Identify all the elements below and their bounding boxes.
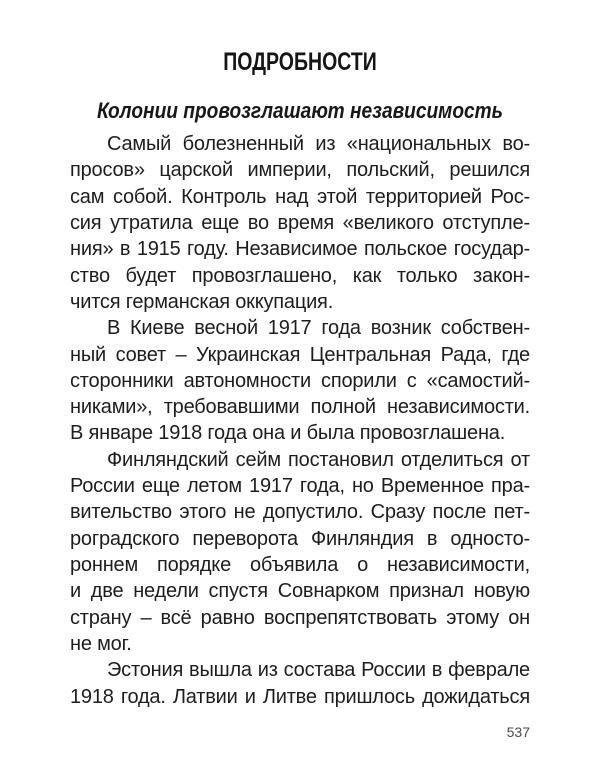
word: –	[175, 343, 187, 366]
word: отступле-	[442, 211, 530, 234]
word: сейм	[235, 448, 281, 471]
word: Украинская	[196, 343, 301, 366]
word: Центральная	[309, 343, 432, 366]
word: объявила	[249, 554, 339, 576]
word: 1917	[267, 317, 312, 340]
text-line	[70, 236, 530, 262]
word: состава	[283, 659, 356, 682]
word: где	[501, 343, 530, 366]
word: В	[107, 317, 121, 340]
text-line	[70, 131, 530, 157]
word: порядке	[156, 554, 232, 576]
word: года	[321, 317, 361, 340]
text-line	[70, 526, 530, 552]
word: как	[352, 264, 382, 287]
word: Независимое	[235, 238, 358, 261]
word: с	[406, 369, 417, 392]
word: Латвии	[172, 685, 238, 708]
word: полной	[310, 396, 376, 419]
word: Киеве	[129, 317, 185, 340]
text-line	[70, 263, 530, 289]
word: из	[257, 659, 278, 682]
text-line	[70, 315, 530, 341]
word: пришлось	[323, 685, 415, 708]
word: Финляндский	[107, 448, 229, 471]
word: возник	[370, 317, 431, 340]
word: он	[508, 606, 530, 629]
section-title: Колонии провозглашают независимость	[96, 98, 504, 123]
word: «великого	[342, 211, 434, 234]
word: Контроль	[181, 185, 267, 208]
text-line	[70, 368, 530, 394]
word: –	[140, 606, 152, 629]
word: всё	[160, 606, 192, 629]
text-line: не мог.	[70, 632, 132, 655]
word: провозглашено,	[191, 264, 338, 287]
word: переворота	[192, 527, 298, 550]
word: утратила	[110, 211, 193, 234]
word: Временное	[380, 475, 484, 498]
text-line	[70, 605, 530, 631]
word: территорией	[365, 185, 482, 208]
word: Сразу	[370, 501, 426, 524]
word: 1918	[70, 685, 114, 708]
word: спустя	[208, 580, 268, 603]
word: две	[90, 580, 124, 603]
word: России	[70, 475, 135, 498]
word: Рос-	[490, 185, 530, 208]
word: ния»	[70, 238, 114, 261]
paragraph	[70, 315, 530, 447]
word: «самостий-	[426, 369, 530, 392]
paragraph	[70, 447, 530, 658]
word: над	[275, 185, 309, 208]
word: спорили	[321, 369, 397, 392]
paragraph	[70, 131, 530, 315]
word: еще	[201, 211, 240, 234]
word: от	[510, 448, 530, 471]
text-line	[70, 684, 530, 710]
word: дожидаться	[422, 685, 530, 708]
word: допустило.	[262, 501, 364, 524]
word: в	[426, 527, 438, 550]
word: этому	[446, 606, 500, 629]
text-line	[70, 578, 530, 604]
word: 1915	[136, 238, 181, 261]
word: Совнарком	[277, 580, 380, 603]
word: года,	[299, 475, 345, 498]
text-line	[70, 657, 530, 683]
word: Рада,	[440, 343, 492, 366]
word: воспрепятствовать	[263, 606, 438, 629]
word: во	[247, 211, 269, 234]
word: недели	[133, 580, 199, 603]
word: независимости.	[387, 396, 530, 419]
text-line	[70, 552, 530, 578]
word: роннем	[70, 554, 139, 576]
word: автономности	[183, 369, 311, 392]
text-line	[70, 499, 530, 525]
word: и	[70, 580, 81, 603]
word: отделиться	[400, 448, 504, 471]
word: пра-	[491, 475, 530, 498]
word: году.	[187, 238, 229, 261]
word: государ-	[453, 238, 530, 261]
word: империи,	[247, 159, 332, 182]
text-line	[70, 473, 530, 499]
word: в	[431, 659, 443, 682]
body-text	[70, 131, 530, 710]
word: просов»	[70, 159, 145, 182]
word: односто-	[450, 527, 530, 550]
word: собствен-	[440, 317, 530, 340]
word: этой	[317, 185, 358, 208]
page-number: 537	[506, 724, 530, 740]
word: года.	[120, 685, 166, 708]
word: Финляндия	[311, 527, 414, 550]
word: сия	[70, 211, 102, 234]
word: время	[277, 211, 334, 234]
word: еще	[141, 475, 180, 498]
word: пет-	[493, 501, 530, 524]
word: независимости,	[387, 554, 530, 576]
word: России	[361, 659, 426, 682]
word: «национальных	[346, 133, 491, 155]
word: роградского	[70, 527, 180, 550]
word: равно	[200, 606, 255, 629]
word: вительство	[70, 501, 172, 524]
word: и	[244, 685, 256, 708]
word: летом	[186, 475, 242, 498]
word: закон-	[473, 264, 530, 287]
text-line: В январе 1918 года она и была провозглашена.	[70, 422, 506, 445]
text-line: чится германская оккупация.	[70, 290, 334, 313]
paragraph	[70, 657, 530, 710]
word: Литве	[262, 685, 317, 708]
word: новую	[473, 580, 530, 603]
word: весной	[194, 317, 258, 340]
word: никами»,	[70, 396, 153, 419]
word: польское	[363, 238, 448, 261]
word: вышла	[189, 659, 252, 682]
word: польский,	[346, 159, 435, 182]
word: феврале	[448, 659, 530, 682]
text-line	[70, 394, 530, 420]
text-line	[70, 157, 530, 183]
word: совет	[115, 343, 166, 366]
word: сторонники	[70, 369, 174, 392]
word: во-	[502, 133, 530, 155]
word: сам	[70, 185, 105, 208]
word: болезненный	[182, 133, 304, 155]
text-line	[70, 210, 530, 236]
word: собой.	[112, 185, 173, 208]
word: не	[233, 501, 256, 524]
word: но	[351, 475, 374, 498]
word: признал	[389, 580, 464, 603]
word: постановил	[288, 448, 394, 471]
text-line	[70, 447, 530, 473]
chapter-title: ПОДРОБНОСТИ	[223, 48, 377, 76]
word: решился	[449, 159, 530, 182]
word: требовавшими	[163, 396, 300, 419]
word: ство	[70, 264, 110, 287]
word: Самый	[107, 133, 172, 155]
word: царской	[159, 159, 233, 182]
word: 1917	[249, 475, 293, 498]
word: этого	[179, 501, 227, 524]
word: из	[315, 133, 336, 155]
word: о	[357, 554, 369, 576]
word: только	[396, 264, 458, 287]
word: после	[432, 501, 487, 524]
word: Эстония	[107, 659, 184, 682]
word: страну	[70, 606, 132, 629]
word: будет	[125, 264, 177, 287]
text-line	[70, 342, 530, 368]
word: ный	[70, 343, 106, 366]
word: в	[119, 238, 131, 261]
text-line	[70, 184, 530, 210]
